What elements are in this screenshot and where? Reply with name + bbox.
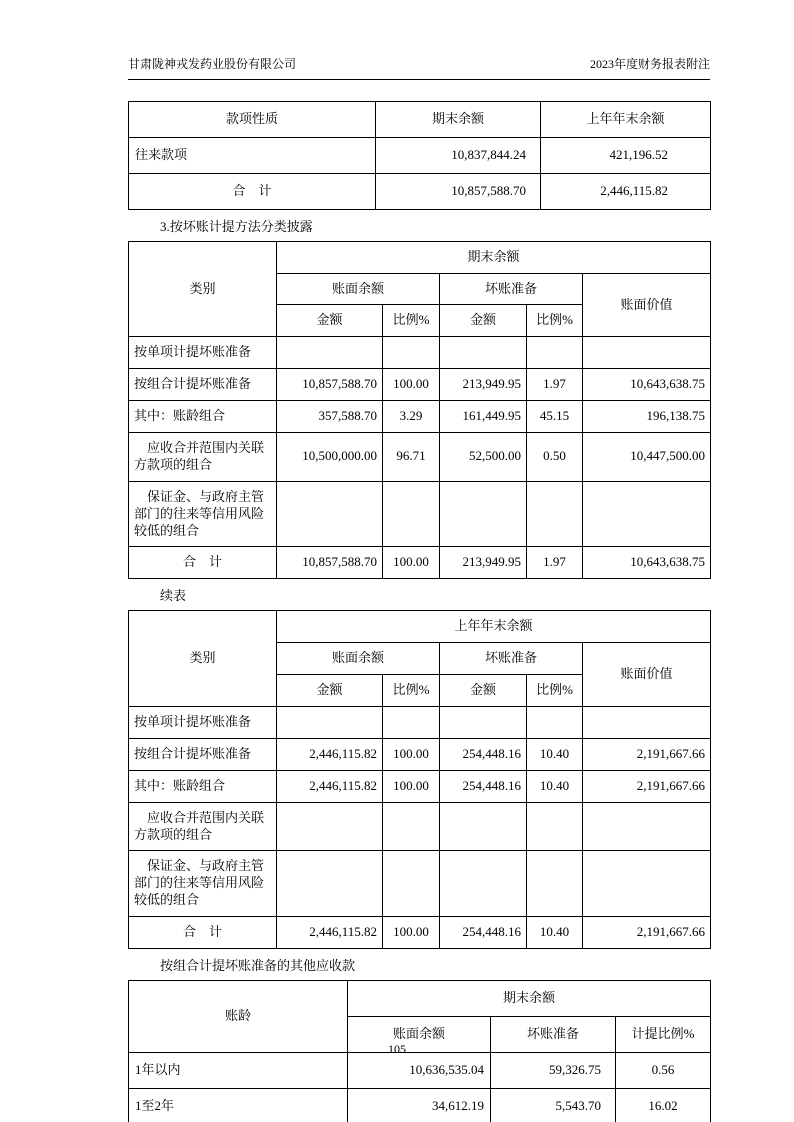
cell-book-value bbox=[583, 337, 711, 369]
header-cell-bad-debt: 坏账准备 bbox=[491, 1016, 616, 1052]
page-header bbox=[128, 55, 710, 80]
cell-book-value bbox=[583, 851, 711, 917]
cell-category: 合 计 bbox=[129, 547, 277, 579]
cell-amount: 10,857,588.70 bbox=[277, 547, 383, 579]
cell-amount: 213,949.95 bbox=[440, 547, 527, 579]
cell-book-value bbox=[583, 802, 711, 851]
cell-category: 合 计 bbox=[129, 917, 277, 949]
header-cell-book-balance: 账面余额 bbox=[277, 273, 440, 305]
cell-category: 按单项计提坏账准备 bbox=[129, 707, 277, 739]
table-row bbox=[129, 369, 711, 401]
cell-amount: 10,500,000.00 bbox=[277, 433, 383, 482]
cell-category: 应收合并范围内关联方款项的组合 bbox=[129, 433, 277, 482]
page-number: 105 bbox=[388, 1042, 406, 1056]
cell-amount: 10,857,588.70 bbox=[277, 369, 383, 401]
cell-ratio bbox=[383, 337, 440, 369]
cell-amount: 254,448.16 bbox=[440, 770, 527, 802]
table-row bbox=[129, 337, 711, 369]
cell-category: 保证金、与政府主管部门的往来等信用风险较低的组合 bbox=[129, 851, 277, 917]
header-cell-amount: 金额 bbox=[277, 305, 383, 337]
cell-ratio bbox=[383, 481, 440, 547]
section-title-bad-debt-method: 3.按坏账计提方法分类披露 bbox=[160, 218, 313, 234]
cell-ratio: 16.02 bbox=[616, 1088, 711, 1122]
header-cell-period: 期末余额 bbox=[348, 981, 711, 1017]
cell-ratio bbox=[527, 337, 583, 369]
header-cell-ratio: 比例% bbox=[527, 305, 583, 337]
cell-ratio: 0.56 bbox=[616, 1052, 711, 1088]
cell-category: 其中：账龄组合 bbox=[129, 770, 277, 802]
cell-prior-amount: 2,446,115.82 bbox=[541, 173, 711, 209]
table-row bbox=[129, 433, 711, 482]
cell-nature: 合 计 bbox=[129, 173, 376, 209]
cell-book-balance: 34,612.19 bbox=[348, 1088, 491, 1122]
cell-book-value: 2,191,667.66 bbox=[583, 917, 711, 949]
bad-debt-method-table-current bbox=[128, 241, 711, 580]
cell-book-value bbox=[583, 481, 711, 547]
header-cell-prior: 上年年末余额 bbox=[541, 102, 711, 138]
table-row bbox=[129, 851, 711, 917]
cell-ratio bbox=[527, 851, 583, 917]
cell-book-value: 10,643,638.75 bbox=[583, 547, 711, 579]
cell-amount bbox=[440, 481, 527, 547]
cell-amount bbox=[440, 851, 527, 917]
cell-amount: 2,446,115.82 bbox=[277, 770, 383, 802]
table-row bbox=[129, 770, 711, 802]
cell-ratio bbox=[527, 802, 583, 851]
cell-book-balance: 10,636,535.04 bbox=[348, 1052, 491, 1088]
cell-ratio: 10.40 bbox=[527, 917, 583, 949]
cell-ratio: 10.40 bbox=[527, 770, 583, 802]
cell-ratio: 100.00 bbox=[383, 369, 440, 401]
cell-nature: 往来款项 bbox=[129, 137, 376, 173]
continued-table-label: 续表 bbox=[160, 588, 187, 604]
cell-ratio: 100.00 bbox=[383, 738, 440, 770]
table-total-row bbox=[129, 173, 711, 209]
payments-summary-table bbox=[128, 101, 711, 210]
cell-ratio bbox=[527, 481, 583, 547]
cell-ratio: 96.71 bbox=[383, 433, 440, 482]
header-cell-bad-debt: 坏账准备 bbox=[440, 643, 583, 675]
header-cell-ratio: 计提比例% bbox=[616, 1016, 711, 1052]
table-row bbox=[129, 707, 711, 739]
table-row bbox=[129, 1088, 711, 1122]
cell-category: 保证金、与政府主管部门的往来等信用风险较低的组合 bbox=[129, 481, 277, 547]
cell-book-value: 10,643,638.75 bbox=[583, 369, 711, 401]
cell-book-value: 10,447,500.00 bbox=[583, 433, 711, 482]
cell-book-value: 196,138.75 bbox=[583, 401, 711, 433]
cell-ratio: 3.29 bbox=[383, 401, 440, 433]
cell-prior-amount: 421,196.52 bbox=[541, 137, 711, 173]
cell-amount bbox=[440, 802, 527, 851]
header-cell-book-balance: 账面余额 bbox=[348, 1016, 491, 1052]
cell-ratio bbox=[383, 707, 440, 739]
cell-ratio: 100.00 bbox=[383, 547, 440, 579]
section-title-portfolio: 按组合计提坏账准备的其他应收款 bbox=[160, 958, 356, 974]
cell-amount: 2,446,115.82 bbox=[277, 917, 383, 949]
cell-amount bbox=[277, 337, 383, 369]
cell-ratio: 1.97 bbox=[527, 369, 583, 401]
table-row bbox=[129, 401, 711, 433]
table-total-row bbox=[129, 547, 711, 579]
table-row bbox=[129, 738, 711, 770]
table-header-row bbox=[129, 102, 711, 138]
header-cell-book-balance: 账面余额 bbox=[277, 643, 440, 675]
header-cell-period: 上年年末余额 bbox=[277, 611, 711, 643]
header-cell-ratio: 比例% bbox=[383, 675, 440, 707]
cell-amount: 52,500.00 bbox=[440, 433, 527, 482]
cell-amount bbox=[277, 802, 383, 851]
cell-ratio: 10.40 bbox=[527, 738, 583, 770]
cell-category: 应收合并范围内关联方款项的组合 bbox=[129, 802, 277, 851]
doc-title: 2023年度财务报表附注 bbox=[589, 57, 710, 71]
header-cell-ratio: 比例% bbox=[527, 675, 583, 707]
table-row bbox=[129, 137, 711, 173]
bad-debt-method-table-prior bbox=[128, 610, 711, 949]
header-cell-ending: 期末余额 bbox=[376, 102, 541, 138]
cell-ending-amount: 10,857,588.70 bbox=[376, 173, 541, 209]
page-footer bbox=[0, 1042, 794, 1057]
cell-book-value bbox=[583, 707, 711, 739]
company-name: 甘肃陇神戎发药业股份有限公司 bbox=[128, 57, 297, 71]
cell-amount: 161,449.95 bbox=[440, 401, 527, 433]
cell-ratio bbox=[383, 802, 440, 851]
table-header-row bbox=[129, 611, 711, 643]
cell-amount: 2,446,115.82 bbox=[277, 738, 383, 770]
cell-aging: 1年以内 bbox=[129, 1052, 348, 1088]
cell-category: 按组合计提坏账准备 bbox=[129, 738, 277, 770]
cell-amount: 254,448.16 bbox=[440, 738, 527, 770]
page-content bbox=[128, 55, 710, 1122]
cell-category: 其中：账龄组合 bbox=[129, 401, 277, 433]
header-cell-period: 期末余额 bbox=[277, 241, 711, 273]
header-cell-book-value: 账面价值 bbox=[583, 273, 711, 337]
header-cell-ratio: 比例% bbox=[383, 305, 440, 337]
header-cell-amount: 金额 bbox=[440, 675, 527, 707]
header-cell-amount: 金额 bbox=[440, 305, 527, 337]
cell-category: 按单项计提坏账准备 bbox=[129, 337, 277, 369]
header-cell-amount: 金额 bbox=[277, 675, 383, 707]
cell-bad-debt: 59,326.75 bbox=[491, 1052, 616, 1088]
cell-amount bbox=[440, 337, 527, 369]
cell-ratio: 100.00 bbox=[383, 917, 440, 949]
cell-category: 按组合计提坏账准备 bbox=[129, 369, 277, 401]
header-cell-category: 类别 bbox=[129, 611, 277, 707]
cell-amount bbox=[277, 707, 383, 739]
cell-ratio bbox=[383, 851, 440, 917]
cell-ratio: 45.15 bbox=[527, 401, 583, 433]
table-row bbox=[129, 1052, 711, 1088]
cell-book-value: 2,191,667.66 bbox=[583, 770, 711, 802]
cell-amount bbox=[277, 851, 383, 917]
header-cell-book-value: 账面价值 bbox=[583, 643, 711, 707]
cell-amount: 357,588.70 bbox=[277, 401, 383, 433]
cell-book-value: 2,191,667.66 bbox=[583, 738, 711, 770]
cell-aging: 1至2年 bbox=[129, 1088, 348, 1122]
cell-amount: 254,448.16 bbox=[440, 917, 527, 949]
table-row bbox=[129, 802, 711, 851]
cell-amount bbox=[277, 481, 383, 547]
cell-ending-amount: 10,837,844.24 bbox=[376, 137, 541, 173]
cell-ratio: 100.00 bbox=[383, 770, 440, 802]
cell-ratio: 0.50 bbox=[527, 433, 583, 482]
cell-ratio bbox=[527, 707, 583, 739]
table-total-row bbox=[129, 917, 711, 949]
cell-amount bbox=[440, 707, 527, 739]
header-cell-nature: 款项性质 bbox=[129, 102, 376, 138]
table-header-row bbox=[129, 241, 711, 273]
cell-bad-debt: 5,543.70 bbox=[491, 1088, 616, 1122]
header-cell-bad-debt: 坏账准备 bbox=[440, 273, 583, 305]
cell-ratio: 1.97 bbox=[527, 547, 583, 579]
cell-amount: 213,949.95 bbox=[440, 369, 527, 401]
table-header-row bbox=[129, 981, 711, 1017]
header-cell-aging: 账龄 bbox=[129, 981, 348, 1053]
header-cell-category: 类别 bbox=[129, 241, 277, 337]
table-row bbox=[129, 481, 711, 547]
